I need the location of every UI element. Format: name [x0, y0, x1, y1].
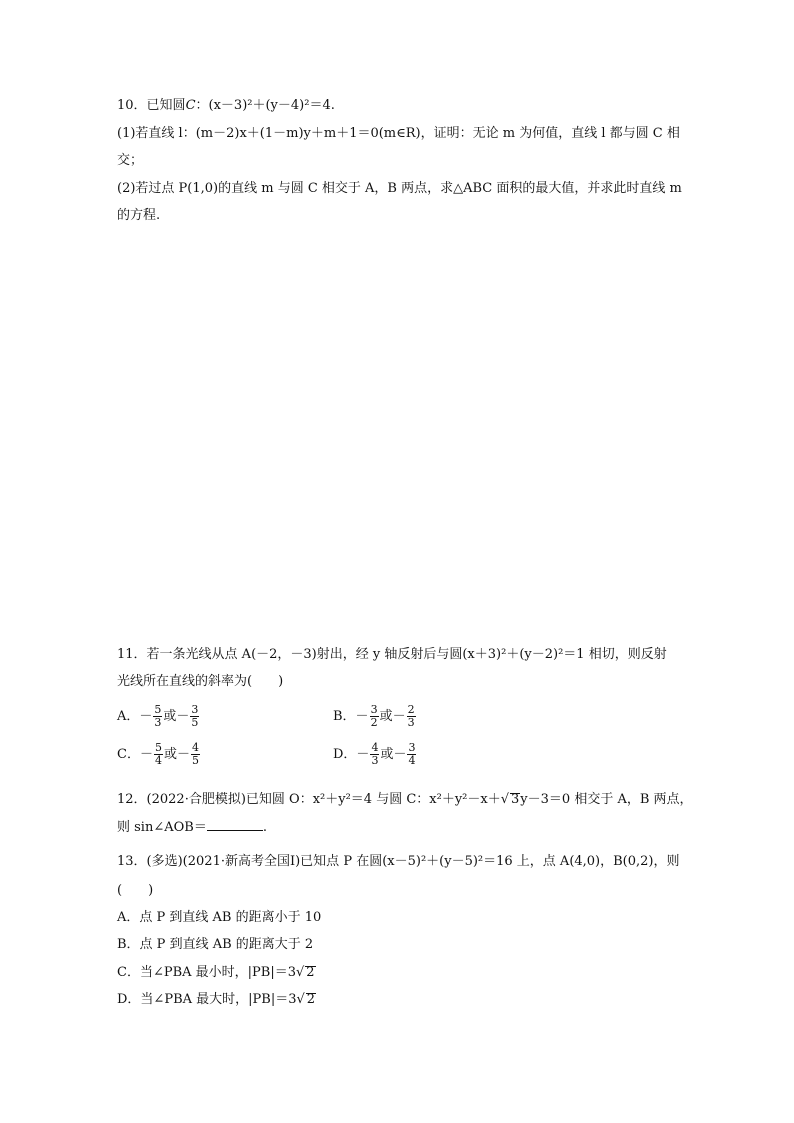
option-separator: 或－ [380, 747, 407, 762]
numerator: 2 [407, 703, 415, 716]
denominator: 4 [408, 754, 416, 767]
numerator: 3 [370, 703, 378, 716]
sqrt-radicand: 3 [511, 792, 520, 807]
fraction [370, 742, 379, 767]
fraction [190, 704, 199, 729]
option-label: B．－ [333, 709, 369, 724]
q10-stem-prefix: 已知圆 [146, 98, 186, 113]
q10-stem [117, 97, 335, 115]
q10-part1-line1: (1)若直线 l：(m－2)x＋(1－m)y＋m＋1＝0(m∈R)，证明：无论 m 为何值，直线 l 都与圆 C 相 [117, 126, 680, 141]
q12-stem-line1 [117, 791, 693, 809]
option-label: A．－ [117, 709, 153, 724]
sqrt-symbol: √ [500, 792, 510, 807]
denominator: 3 [154, 716, 162, 729]
option-separator: 或－ [163, 747, 190, 762]
q10-part2-line2: 的方程. [117, 208, 161, 223]
q12-text-end: . [262, 820, 267, 835]
fraction [153, 704, 162, 729]
q10-part1-line2: 交； [117, 153, 144, 168]
q11-option-b[interactable] [333, 704, 417, 729]
option-separator: 或－ [379, 709, 406, 724]
q11-option-d[interactable] [333, 742, 417, 767]
q11-option-a[interactable] [117, 704, 200, 729]
fraction [191, 742, 200, 767]
numerator: 4 [191, 741, 199, 754]
q12-stem-line2 [117, 819, 267, 837]
q10-number: 10． [117, 98, 147, 113]
q11-stem-line1: 11．若一条光线从点 A(－2，－3)射出，经 y 轴反射后与圆(x＋3)²＋(y－2)²＝1 相切，则反射 [117, 647, 667, 662]
q10-stem-equation: ：(x－3)²＋(y－4)²＝4. [195, 98, 335, 113]
sqrt-radicand: 2 [306, 992, 316, 1007]
q13-stem-line2: ( ) [117, 883, 154, 898]
q13-option-a[interactable]: A．点 P 到直线 AB 的距离小于 10 [117, 910, 322, 925]
q13-stem-line1: 13．(多选)(2021·新高考全国Ⅰ)已知点 P 在圆(x－5)²＋(y－5)²＝16 上，点 A(4,0)，B(0,2)，则 [117, 854, 680, 869]
numerator: 3 [408, 741, 416, 754]
denominator: 5 [191, 754, 199, 767]
option-label: C．－ [117, 747, 153, 762]
q10-circle-name: C [185, 98, 196, 113]
numerator: 5 [154, 741, 162, 754]
denominator: 3 [371, 754, 379, 767]
sqrt-symbol: √ [296, 965, 305, 980]
option-label: D．－ [333, 747, 370, 762]
fraction [154, 742, 163, 767]
sqrt-symbol: √ [296, 992, 305, 1007]
q12-text-part2: y－3＝0 相交于 A，B 两点， [520, 792, 693, 807]
q12-text-part1: 12．(2022·合肥模拟)已知圆 O：x²＋y²＝4 与圆 C：x²＋y²－x＋ [117, 792, 501, 807]
denominator: 5 [191, 716, 199, 729]
denominator: 2 [370, 716, 378, 729]
fraction [407, 704, 416, 729]
q11-stem-line2: 光线所在直线的斜率为( ) [117, 674, 284, 689]
option-separator: 或－ [163, 709, 190, 724]
q13-option-b[interactable]: B．点 P 到直线 AB 的距离大于 2 [117, 937, 314, 952]
fraction [407, 742, 416, 767]
q11-option-c[interactable] [117, 742, 201, 767]
numerator: 4 [371, 741, 379, 754]
denominator: 3 [407, 716, 415, 729]
sqrt-radicand: 2 [306, 965, 315, 980]
q13-option-c[interactable] [117, 964, 316, 982]
fraction [370, 704, 379, 729]
q12-text-part3: 则 sin∠AOB＝ [117, 820, 207, 835]
denominator: 4 [154, 754, 162, 767]
numerator: 3 [191, 703, 199, 716]
q13-option-d[interactable] [117, 991, 316, 1009]
numerator: 5 [154, 703, 162, 716]
q10-part2-line1: (2)若过点 P(1,0)的直线 m 与圆 C 相交于 A，B 两点，求△ABC 面积的最大值，并求此时直线 m [117, 181, 682, 196]
answer-blank[interactable] [207, 819, 263, 831]
q13-option-c-text: C．当∠PBA 最小时，|PB|＝3 [117, 965, 296, 980]
q13-option-d-text: D．当∠PBA 最大时，|PB|＝3 [117, 992, 297, 1007]
